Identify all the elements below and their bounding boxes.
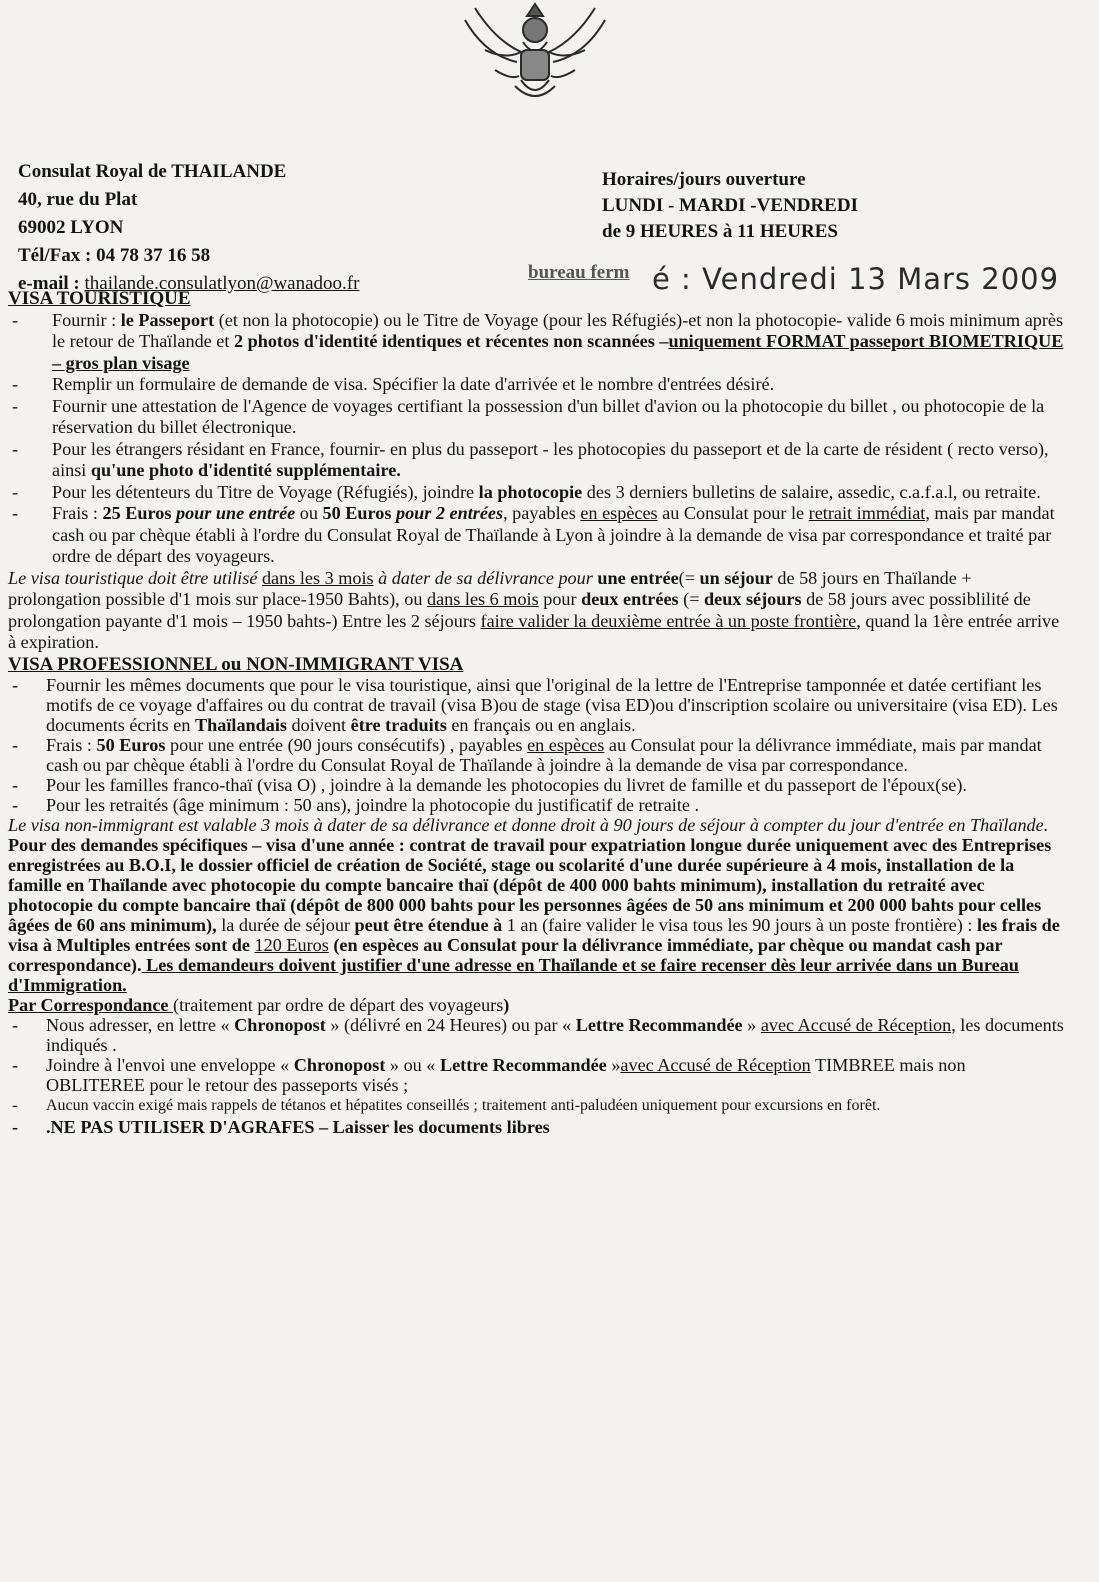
item-text: la photocopie (478, 481, 583, 502)
list-item (8, 310, 1068, 375)
email-address-link[interactable]: thailande.consulatlyon@wanadoo.fr (84, 273, 360, 294)
item-text: 120 Euros (254, 935, 329, 955)
item-text: pour une entrée (171, 503, 296, 523)
item-text: Pour les familles franco-thaï (visa O) , joindre à la demande les photocopies du livret de famille et du passeport de l'époux(se). (46, 775, 967, 795)
email-label: e-mail : (18, 273, 85, 294)
list-item (8, 396, 1068, 439)
item-text: dans les 6 mois (427, 589, 539, 609)
item-text: Pour les détenteurs du Titre de Voyage (Réfugiés), joindre (52, 481, 479, 502)
bullet-dash: - (12, 1097, 18, 1114)
item-text: 2 photos d'identité identiques et récentes non scannées – (233, 331, 669, 351)
item-text: être traduits (350, 715, 447, 735)
opening-hours-range: de 9 HEURES à 11 HEURES (602, 221, 838, 242)
item-text: Pour des demandes spécifiques – visa d'une année : contrat de travail pour expatriation longue durée uniquement avec des Entreprises enregistrées au B.O.I, le dossier officiel de création de Société, stage ou scolarité d'une durée supérieure à 4 mois, installation de la famille en Thaïlande avec photocopie du compte bancaire thaï (dépôt de 400 000 bahts minimum), installation du retraité avec photocopie du compte bancaire thaï (dépôt de 800 000 bahts pour les personnes âgées de 50 ans minimum et 200 000 bahts pour celles âgées de 60 ans minimum), (8, 835, 1052, 935)
bullet-dash: - (12, 503, 19, 523)
bullet-dash: - (12, 1116, 19, 1137)
bullet-dash: - (12, 1015, 19, 1035)
phone-line: Tél/Fax : 04 78 37 16 58 (18, 245, 211, 266)
hours-title: Horaires/jours ouverture (602, 169, 806, 190)
professional-visa-heading: VISA PROFESSIONNEL ou NON-IMMIGRANT VISA (8, 653, 464, 675)
item-text: Nous adresser, en lettre « (46, 1015, 235, 1035)
bullet-dash: - (12, 481, 19, 502)
item-text: Remplir un formulaire de demande de visa. Spécifier la date d'arrivée et le nombre d'entrées désiré. (52, 374, 775, 394)
item-text: Chronopost (293, 1055, 386, 1075)
item-text: un séjour (699, 567, 773, 588)
item-text: » (délivré en 24 Heures) ou par « (325, 1015, 576, 1035)
item-text: en espèces (580, 503, 658, 523)
item-text: (en espèces au Consulat pour la délivrance immédiate, par chèque ou mandat cash par correspondance). (8, 935, 1003, 975)
item-text: , payables (503, 503, 581, 523)
item-text: , quand la 1ère entrée arrive à expiration. (8, 610, 1060, 652)
list-item (8, 675, 1068, 735)
item-text: qu'une photo d'identité supplémentaire. (90, 460, 401, 480)
list-item (8, 1095, 1068, 1117)
item-text: Les demandeurs doivent justifier d'une adresse en Thaïlande et se faire recenser dès leur arrivée dans un Bureau d'Immigration. (8, 955, 1019, 995)
item-text: au Consulat pour la délivrance immédiate, mais par mandat cash ou par chèque établi à l'ordre du Consulat Royal de Thaïlande à joindre à la demande de visa par correspondance. (46, 735, 1042, 775)
item-text: Fournir une attestation de l'Agence de voyages certifiant la possession d'un billet d'avion ou la photocopie du billet , ou photocopie de la réservation du billet électronique. (52, 395, 1045, 437)
item-text: ou (295, 503, 323, 523)
item-text: une entrée (597, 567, 679, 588)
address-line: 40, rue du Plat (18, 189, 138, 210)
item-text: Fournir : (52, 309, 121, 330)
handwritten-closed-note: é : Vendredi 13 Mars 2009 (652, 262, 1060, 296)
item-text: Le visa touristique doit être utilisé (8, 567, 262, 588)
item-text: 50 Euros (96, 735, 166, 755)
tourist-visa-heading: VISA TOURISTIQUE (8, 288, 191, 309)
item-text: Aucun vaccin exigé mais rappels de tétanos et hépatites conseillés ; traitement anti-paludéen uniquement pour excursions en forêt. (46, 1097, 881, 1114)
item-text: (= (678, 567, 700, 588)
bullet-dash: - (12, 775, 19, 795)
item-text: Pour les étrangers résidant en France, fournir- en plus du passeport - les photocopies du passeport et de la carte de résident ( recto verso), ainsi (52, 438, 1049, 480)
opening-days: LUNDI - MARDI -VENDREDI (602, 195, 858, 216)
item-text: 25 Euros (102, 503, 172, 523)
item-text: Fournir les mêmes documents que pour le visa touristique, ainsi que l'original de la lettre de l'Entreprise tamponnée et datée certifiant les motifs de ce voyage d'affaires ou du contrat de travail (visa B)ou de stage (visa ED)ou d'inscription scolaire ou universitaire (visa ED). Les documents écrits en (46, 675, 1058, 735)
list-item (8, 1055, 1068, 1095)
item-text: ) (503, 995, 510, 1015)
item-text: Frais : (52, 503, 103, 523)
item-text: » (606, 1055, 621, 1075)
bullet-dash: - (12, 795, 19, 815)
bullet-dash: - (12, 309, 19, 330)
item-text: » (742, 1015, 761, 1035)
list-item (8, 735, 1068, 775)
bullet-dash: - (12, 374, 19, 394)
item-text: (= (678, 589, 705, 609)
list-item (8, 374, 1068, 396)
item-text: Lettre Recommandée (439, 1055, 607, 1075)
item-text: Pour les retraités (âge minimum : 50 ans), joindre la photocopie du justificatif de retraite . (46, 795, 700, 815)
item-text: au Consulat pour le (657, 503, 809, 523)
item-text: deux séjours (704, 589, 802, 609)
closed-label: bureau ferm (528, 262, 630, 283)
item-text: avec Accusé de Réception (620, 1055, 811, 1075)
list-item (8, 439, 1068, 482)
tourist-visa-validity-paragraph (8, 568, 1068, 654)
item-text: le Passeport (120, 309, 215, 330)
item-text: 1 an (faire valider le visa tous les 90 jours à un poste frontière) : (502, 915, 977, 935)
item-text: pour 2 entrées (391, 503, 504, 523)
list-item (8, 795, 1068, 815)
list-item (8, 1117, 1068, 1139)
item-text: Chronopost (234, 1015, 326, 1035)
item-text: Frais : (46, 735, 97, 755)
item-text: » ou « (385, 1055, 440, 1075)
item-text: Lettre Recommandée (575, 1015, 743, 1035)
item-text: en espèces (527, 735, 605, 755)
item-text: dans les 3 mois (261, 567, 374, 588)
item-text: à dater de sa délivrance pour (373, 567, 598, 588)
item-text: Par Correspondance (8, 995, 174, 1015)
list-item (8, 503, 1068, 568)
opening-hours (602, 167, 858, 245)
item-text: pour (538, 589, 582, 609)
garuda-emblem-icon (455, 0, 615, 108)
item-text: .NE PAS UTILISER D'AGRAFES – Laisser les documents libres (46, 1116, 550, 1137)
bullet-dash: - (12, 675, 19, 695)
list-item (8, 775, 1068, 795)
item-text: retrait immédiat (808, 503, 926, 523)
item-text: doivent (287, 715, 351, 735)
item-text: , mais par mandat cash ou par chèque établi à l'ordre du Consulat Royal de Thaïlande à Lyon à joindre à la demande de visa par correspondance et traité par ordre de départ des voyageurs. (52, 503, 1055, 566)
item-text: Thaïlandais (195, 715, 287, 735)
specific-requests-paragraph (8, 835, 1068, 995)
item-text: peut être étendue à (354, 915, 503, 935)
consulate-address (18, 158, 359, 298)
non-immigrant-validity-paragraph: Le visa non-immigrant est valable 3 mois à dater de sa délivrance et donne droit à 90 jours de séjour à compter du jour d'entrée en Thaïlande. (8, 815, 1049, 835)
item-text: en français ou en anglais. (446, 715, 636, 735)
item-text: Joindre à l'envoi une enveloppe « (46, 1055, 294, 1075)
item-text: faire valider la deuxième entrée à un poste frontière (480, 610, 857, 631)
item-text: , les documents indiqués . (46, 1015, 1064, 1055)
bullet-dash: - (12, 735, 19, 755)
bullet-dash: - (12, 438, 19, 459)
bullet-dash: - (12, 395, 19, 416)
address-line: 69002 LYON (18, 217, 124, 238)
address-line: Consulat Royal de THAILANDE (18, 161, 287, 182)
item-text: les frais de visa à Multiples entrées sont de (8, 915, 1060, 955)
bullet-dash: - (12, 1055, 19, 1075)
item-text: pour une entrée (90 jours consécutifs) , payables (165, 735, 528, 755)
list-item (8, 482, 1068, 504)
item-text: de 58 jours avec possiblilité de prolongation payante d'1 mois – 1950 bahts-) Entre les 2 séjours (8, 589, 1031, 631)
item-text: de 58 jours en Thaïlande + prolongation possible d'1 mois sur place-1950 Bahts), ou (8, 567, 972, 609)
item-text: 50 Euros (322, 503, 392, 523)
item-text: avec Accusé de Réception (760, 1015, 952, 1035)
item-text: (et non la photocopie) ou le Titre de Voyage (pour les Réfugiés)-et non la photocopie- valide 6 mois minimum après le retour de Thaïlande et (52, 309, 1064, 351)
item-text: uniquement FORMAT passeport BIOMETRIQUE – gros plan visage (52, 331, 1064, 373)
item-text: la durée de séjour (216, 915, 355, 935)
document-body (8, 288, 1068, 1138)
list-item (8, 1015, 1068, 1055)
correspondence-heading (8, 995, 1068, 1015)
item-text: (traitement par ordre de départ des voyageurs (173, 995, 504, 1015)
item-text: des 3 derniers bulletins de salaire, assedic, c.a.f.a.l, ou retraite. (582, 481, 1041, 502)
item-text: TIMBREE mais non OBLITEREE pour le retour des passeports visés ; (46, 1055, 966, 1095)
item-text: deux entrées (581, 589, 679, 609)
